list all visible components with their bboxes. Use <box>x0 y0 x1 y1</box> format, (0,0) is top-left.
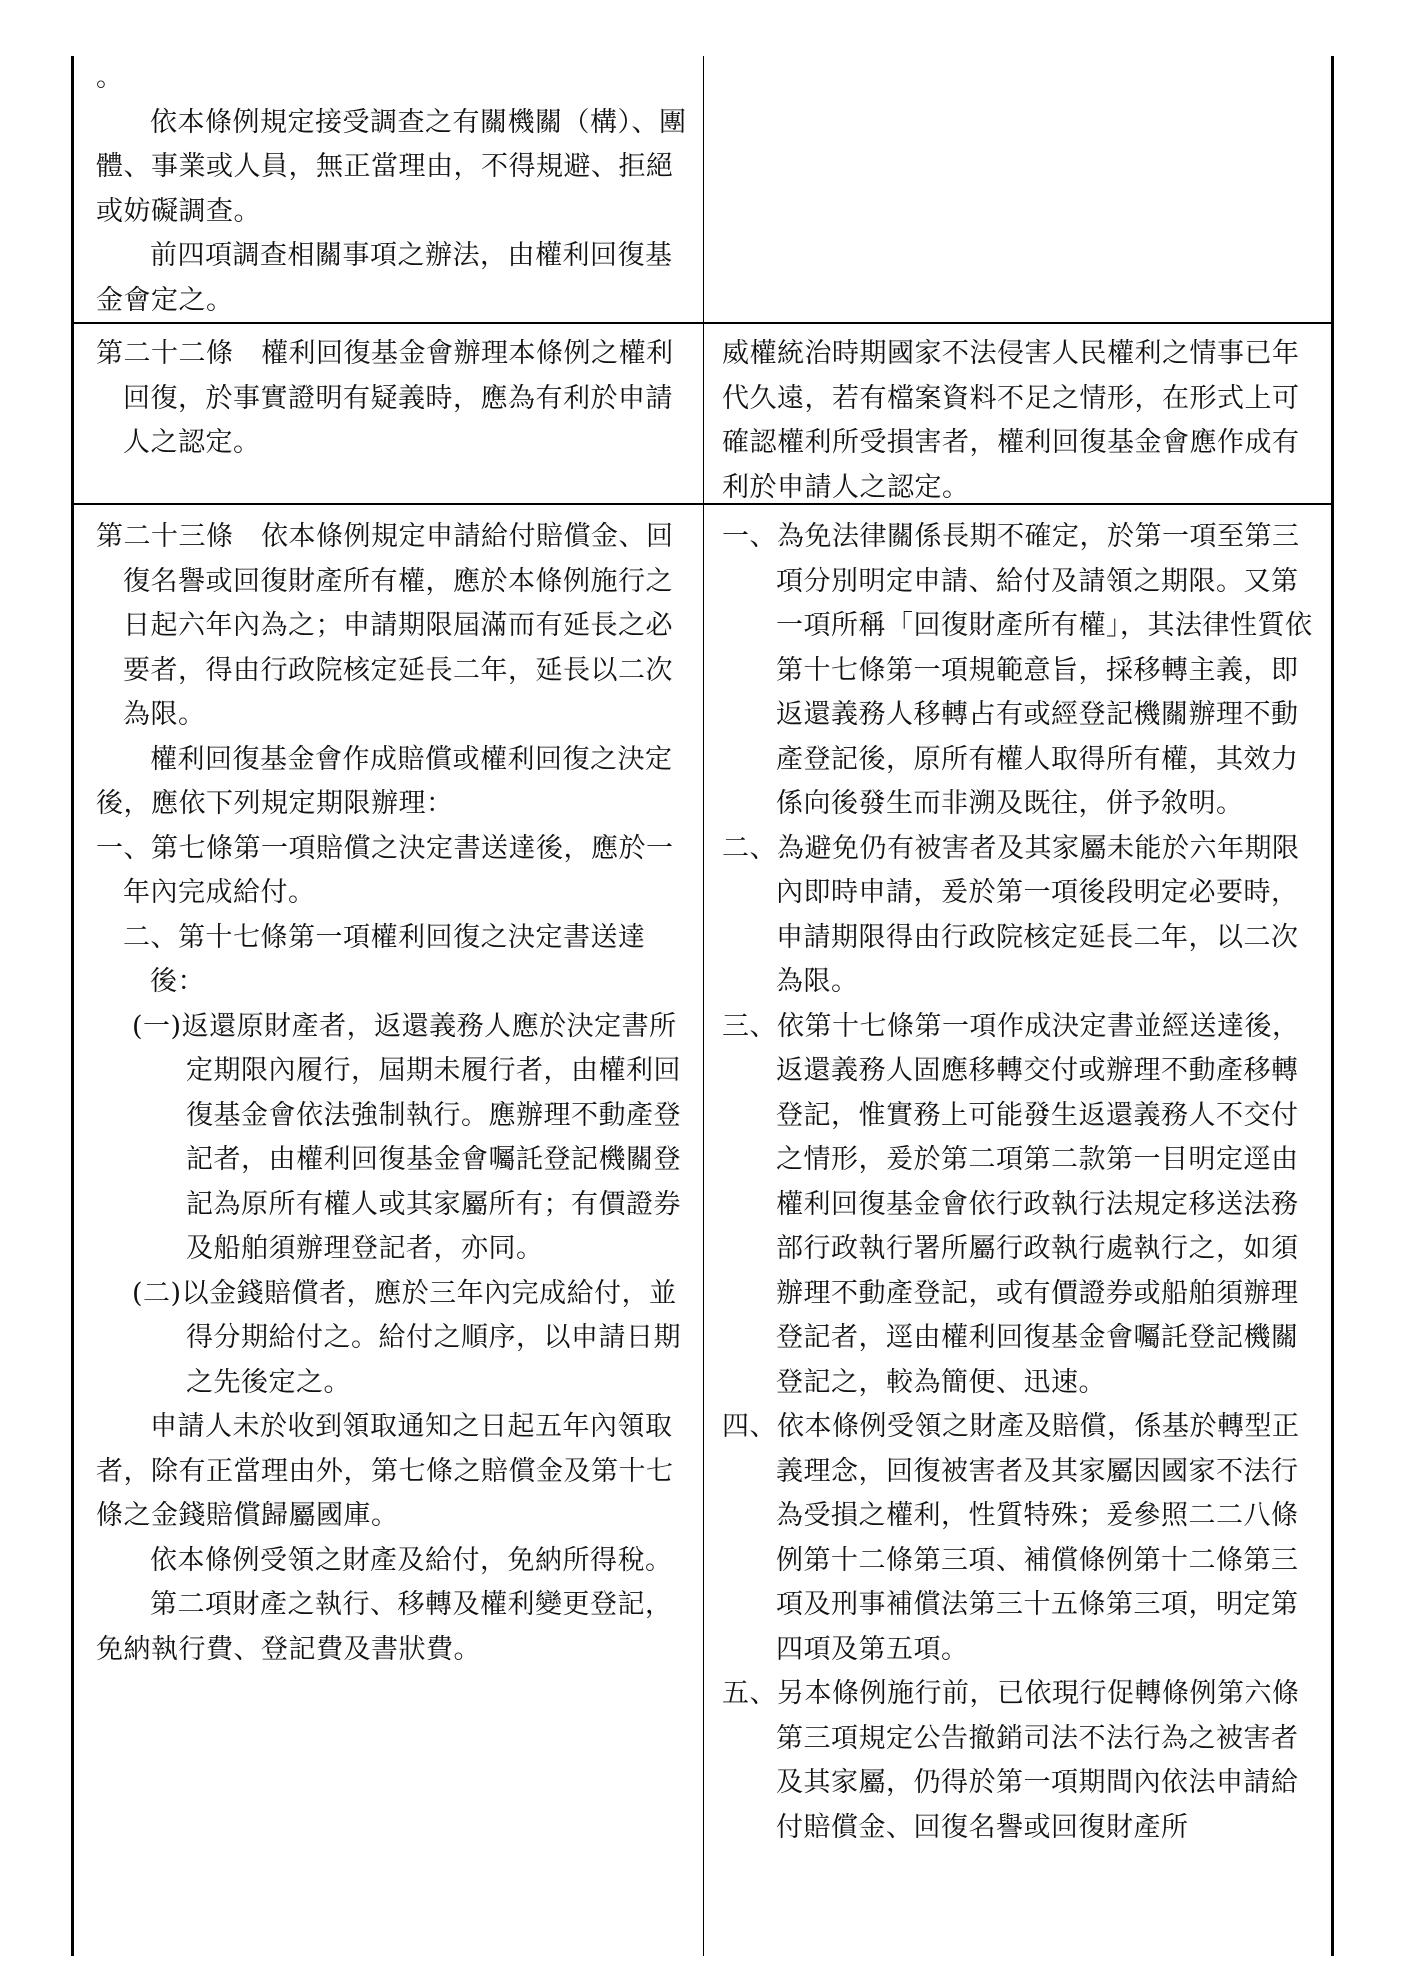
table-left-border <box>71 56 74 1956</box>
article-paragraph: 依本條例規定接受調查之有關機關（構）、團體、事業或人員，無正當理由，不得規避、拒絕或妨礙調查。 <box>96 106 687 227</box>
article-paragraph: 權利回復基金會作成賠償或權利回復之決定後，應依下列規定期限辦理： <box>96 743 673 819</box>
article-22: 第二十二條 權利回復基金會辦理本條例之權利回復，於事實證明有疑義時，應為有利於申請人之認定。 <box>96 338 674 458</box>
article-paragraph: 申請人未於收到領取通知之日起五年內領取者，除有正當理由外，第七條之賠償金及第十七條之金錢賠償歸屬國庫。 <box>96 1411 674 1531</box>
explanation-item: 五、另本條例施行前，已依現行促轉條例第六條第三項規定公告撤銷司法不法行為之被害者及其家屬，仍得於第一項期間內依法申請給付賠償金、回復名譽或回復財產所 <box>722 1678 1300 1843</box>
article-paragraph: 第二項財產之執行、移轉及權利變更登記，免納執行費、登記費及書狀費。 <box>96 1589 673 1665</box>
continued-text: 。 <box>96 62 124 93</box>
table-right-border <box>1331 56 1334 1956</box>
explanation-paragraph: 威權統治時期國家不法侵害人民權利之情事已年代久遠，若有檔案資料不足之情形，在形式上可確認權利所受損害者，權利回復基金會應作成有利於申請人之認定。 <box>722 338 1300 503</box>
article-item: 一、第七條第一項賠償之決定書送達後，應於一年內完成給付。 <box>96 832 674 908</box>
row3-explanation-cell <box>722 515 1322 1850</box>
explanation-item: 四、依本條例受領之財產及賠償，係基於轉型正義理念，回復被害者及其家屬因國家不法行為受損之權利，性質特殊；爰參照二二八條例第十二條第三項、補償條例第十二條第三項及刑事補償法第三十五條第三項，明定第四項及第五項。 <box>722 1411 1300 1665</box>
article-23: 第二十三條 依本條例規定申請給付賠償金、回復名譽或回復財產所有權，應於本條例施行之日起六年內為之；申請期限屆滿而有延長之必要者，得由行政院核定延長二年，延長以二次為限。 <box>96 521 674 730</box>
article-paragraph: 前四項調查相關事項之辦法，由權利回復基金會定之。 <box>96 240 673 316</box>
explanation-item: 三、依第十七條第一項作成決定書並經送達後，返還義務人固應移轉交付或辦理不動產移轉登記，惟實務上可能發生返還義務人不交付之情形，爰於第二項第二款第一目明定逕由權利回復基金會依行政執行法規定移送法務部行政執行署所屬行政執行處執行之，如須辦理不動產登記，或有價證券或船舶須辦理登記者，逕由權利回復基金會囑託登記機關登記之，較為簡便、迅速。 <box>722 1010 1300 1398</box>
row1-article-cell <box>96 56 696 323</box>
row3-article-cell <box>96 515 696 1672</box>
article-subitem: (二)以金錢賠償者，應於三年內完成給付，並得分期給付之。給付之順序，以申請日期之先後定之。 <box>132 1277 681 1398</box>
explanation-item: 二、為避免仍有被害者及其家屬未能於六年期限內即時申請，爰於第一項後段明定必要時，申請期限得由行政院核定延長二年，以二次為限。 <box>722 832 1300 997</box>
table-column-divider <box>703 56 704 1956</box>
row2-explanation-cell <box>722 332 1322 510</box>
article-item: 二、第十七條第一項權利回復之決定書送達後： <box>123 921 646 997</box>
article-paragraph: 依本條例受領之財產及給付，免納所得稅。 <box>150 1544 673 1576</box>
row2-article-cell <box>96 332 696 466</box>
explanation-item: 一、為免法律關係長期不確定，於第一項至第三項分別明定申請、給付及請領之期限。又第一項所稱「回復財產所有權」，其法律性質依第十七條第一項規範意旨，採移轉主義，即返還義務人移轉占有或經登記機關辦理不動產登記後，原所有權人取得所有權，其效力係向後發生而非溯及既往，併予敘明。 <box>722 521 1313 819</box>
article-subitem: (一)返還原財產者，返還義務人應於決定書所定期限內履行，屆期未履行者，由權利回復基金會依法強制執行。應辦理不動產登記者，由權利回復基金會囑託登記機關登記為原所有權人或其家屬所有；有價證券及船舶須辦理登記者，亦同。 <box>132 1010 681 1264</box>
